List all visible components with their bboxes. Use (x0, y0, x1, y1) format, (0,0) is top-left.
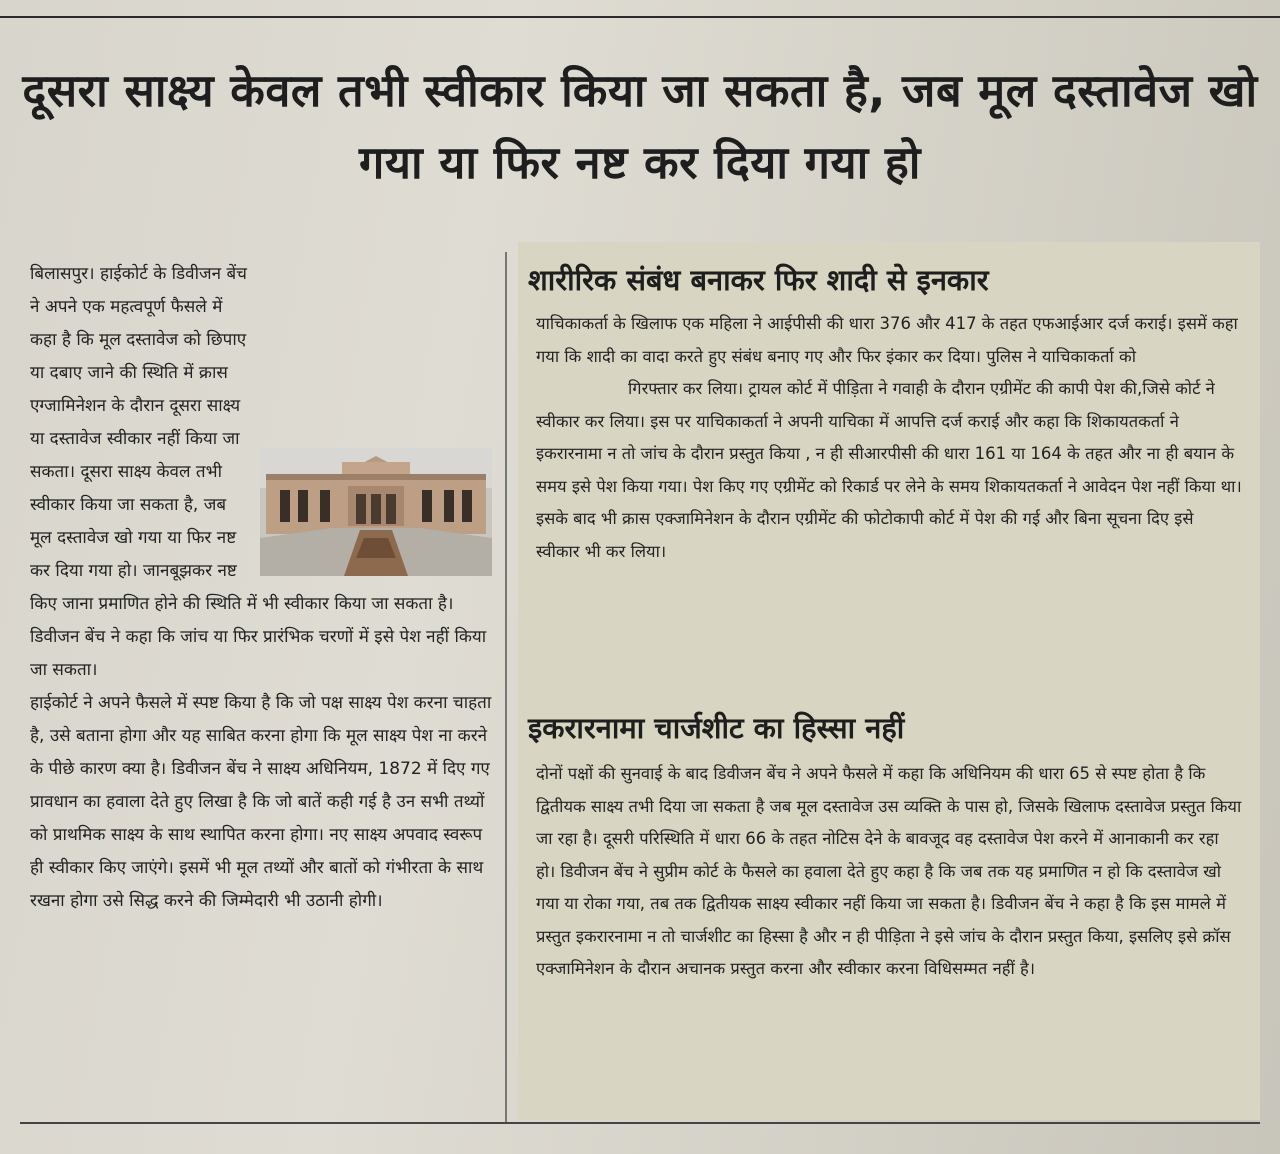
high-court-building-photo (260, 448, 492, 576)
bottom-rule (20, 1122, 1260, 1124)
top-rule (0, 16, 1280, 18)
left-column (30, 258, 492, 918)
column-divider (505, 252, 507, 1122)
left-paragraph-1: बिलासपुर। हाईकोर्ट के डिवीजन बेंच ने अपने एक महत्वपूर्ण फैसले में कहा है कि मूल दस्तावेज को छिपाए या दबाए जाने की स्थिति में क्रास एग्जामिनेशन के दौरान दूसरा साक्ष्य या दस्तावेज स्वीकार नहीं किया जा सकता। दूसरा साक्ष्य केवल तभी स्वीकार किया जा सकता है, जब मूल दस्तावेज खो गया या फिर नष्ट कर दिया गया हो। जानबूझकर नष्ट किए जाना प्रमाणित होने की स्थिति में भी स्वीकार किया जा सकता है। डिवीजन बेंच ने कहा कि जांच या फिर प्रारंभिक चरणों में इसे पेश नहीं किया जा सकता। (30, 264, 487, 680)
box-paragraph-1 (536, 308, 1242, 568)
box-paragraph-2: दोनों पक्षों की सुनवाई के बाद डिवीजन बेंच ने अपने फैसले में कहा कि अधिनियम की धारा 65 से स्पष्ट होता है कि द्वितीयक साक्ष्य तभी दिया जा सकता है जब मूल दस्तावेज उस व्यक्ति के पास हो, जिसके खिलाफ दस्तावेज प्रस्तुत किया जा रहा है। दूसरी परिस्थिति में धारा 66 के तहत नोटिस देने के बावजूद वह दस्तावेज पेश करने में आनाकानी कर रहा हो। डिवीजन बेंच ने सुप्रीम कोर्ट के फैसले का हवाला देते हुए कहा है कि जब तक यह प्रमाणित न हो कि दस्तावेज खो गया या रोका गया, तब तक द्वितीयक साक्ष्य स्वीकार नहीं किया जा सकता है। डिवीजन बेंच ने कहा है कि इस मामले में प्रस्तुत इकरारनामा न तो चार्जशीट का हिस्सा है और न ही पीड़िता ने इसे जांच के दौरान प्रस्तुत किया, इसलिए इसे क्रॉस एक्जामिनेशन के दौरान अचानक प्रस्तुत करना और स्वीकार करना विधिसम्मत नहीं है। (536, 764, 1242, 978)
box-paragraph-1-rest: गिरफ्तार कर लिया। ट्रायल कोर्ट में पीड़िता ने गवाही के दौरान एग्रीमेंट की कापी पेश की,जिसे कोर्ट ने स्वीकार कर लिया। इस पर याचिकाकर्ता ने अपनी याचिका में आपत्ति दर्ज कराई और कहा कि शिकायतकर्ता ने इकरारनामा न तो जांच के दौरान प्रस्तुत किया , न ही सीआरपीसी की धारा 161 या 164 के तहत और ना ही बयान के समय इसे पेश किया गया। पेश किए गए एग्रीमेंट को रिकार्ड पर लेने के समय शिकायतकर्ता ने आवेदन पेश नहीं किया था। इसके बाद भी क्रास एक्जामिनेशन के दौरान एग्रीमेंट की फोटोकापी कोर्ट में पेश की गई और बिना सूचना दिए इसे स्वीकार भी कर लिया। (536, 379, 1242, 561)
box-paragraph-1-top: याचिकाकर्ता के खिलाफ एक महिला ने आईपीसी की धारा 376 और 417 के तहत एफआईआर दर्ज कराई। इसमें कहा गया कि शादी का वादा करते हुए संबंध बनाए गए और फिर इंकार कर दिया। पुलिस ने याचिकाकर्ता को (536, 314, 1238, 366)
subheading-agreement-not-chargesheet: इकरारनामा चार्जशीट का हिस्सा नहीं (528, 711, 905, 745)
left-paragraph-2: हाईकोर्ट ने अपने फैसले में स्पष्ट किया है कि जो पक्ष साक्ष्य पेश करना चाहता है, उसे बताना होगा और यह साबित करना होगा कि मूल साक्ष्य पेश ना करने के पीछे कारण क्या है। डिवीजन बेंच ने साक्ष्य अधिनियम, 1872 में दिए गए प्रावधान का हवाला देते हुए लिखा है कि जो बातें कही गई है उन सभी तथ्यों को प्राथमिक साक्ष्य के साथ स्थापित करना होगा। नए साक्ष्य अपवाद स्वरूप ही स्वीकार किए जाएंगे। इसमें भी मूल तथ्यों और बातों को गंभीरता के साथ रखना होगा उसे सिद्ध करने की जिम्मेदारी भी उठानी होगी। (30, 693, 492, 911)
subheading-physical-relation: शारीरिक संबंध बनाकर फिर शादी से इनकार (528, 263, 989, 297)
headline: दूसरा साक्ष्य केवल तभी स्वीकार किया जा सकता है, जब मूल दस्तावेज खो गया या फिर नष्ट कर दिया गया हो (22, 64, 1258, 189)
court-building-illustration (260, 448, 492, 576)
